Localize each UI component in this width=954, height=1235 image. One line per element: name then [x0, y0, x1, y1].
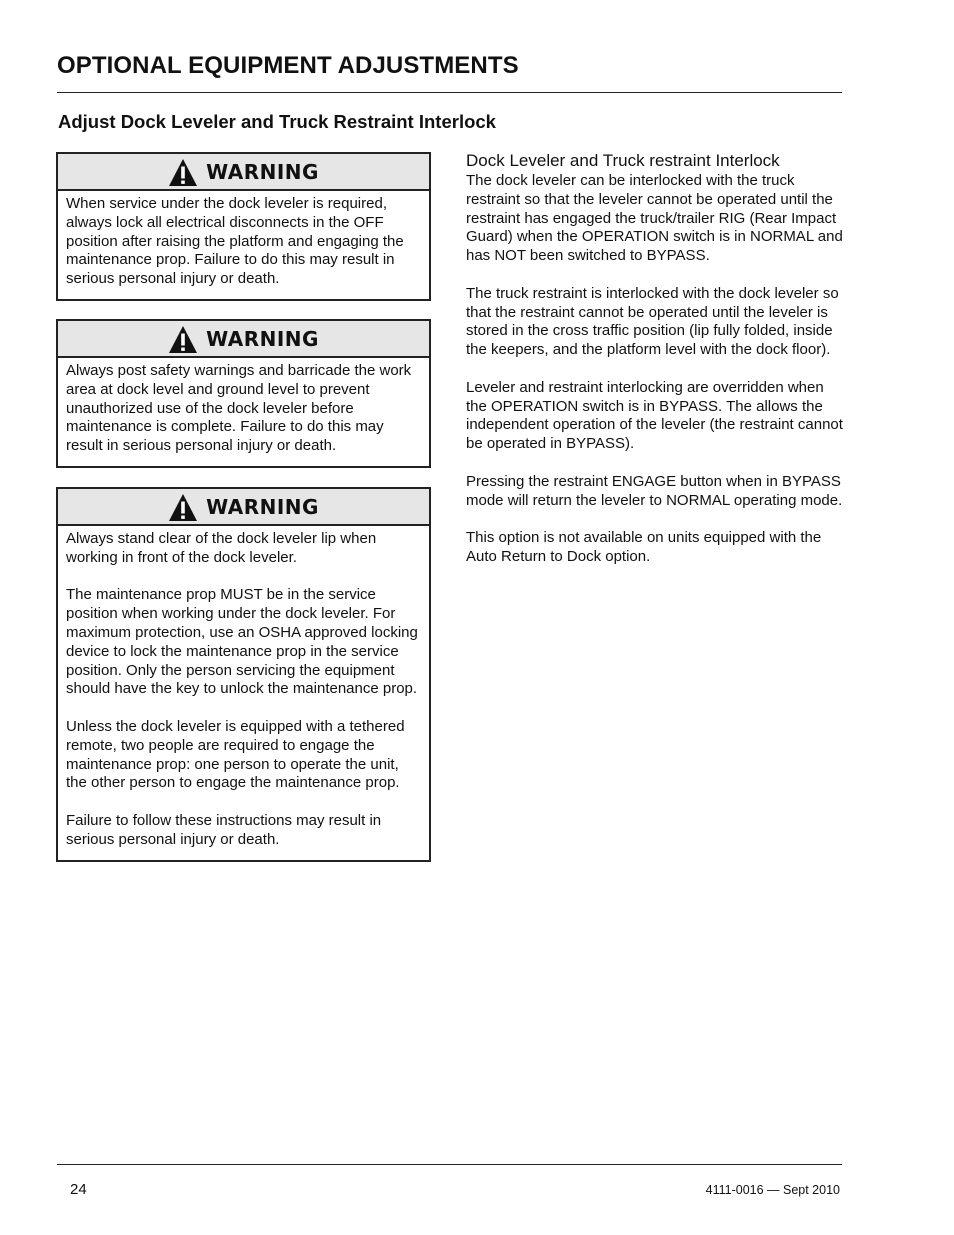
warning-header — [58, 154, 429, 191]
interlock-heading: Dock Leveler and Truck restraint Interlock — [466, 151, 780, 170]
footer-divider — [57, 1164, 842, 1165]
warning-body — [58, 358, 429, 466]
warning-box-1 — [56, 152, 431, 301]
warning-label: WARNING — [206, 326, 319, 351]
interlock-paragraph: The dock leveler can be interlocked with the truck restraint so that the leveler cannot be operated until the restraint has engaged the truck/trailer RIG (Rear Impact Guard) when the OPERATION switch is in NORMAL and has NOT been switched to BYPASS. — [466, 172, 843, 265]
section-heading: Adjust Dock Leveler and Truck Restraint Interlock — [58, 111, 496, 132]
warning-triangle-icon — [168, 492, 198, 522]
warning-text: When service under the dock leveler is required, always lock all electrical disconnects in the OFF position after raising the platform and engaging the maintenance prop. Failure to do this may result in serious personal injury or death. — [66, 195, 404, 288]
page-number: 24 — [70, 1181, 87, 1198]
warning-triangle-icon — [168, 324, 198, 354]
interlock-paragraph: Pressing the restraint ENGAGE button when in BYPASS mode will return the leveler to NORMAL operating mode. — [466, 472, 843, 509]
warning-box-2 — [56, 319, 431, 468]
interlock-description — [466, 150, 844, 586]
warning-label: WARNING — [206, 494, 319, 519]
warning-body — [58, 526, 429, 860]
warning-body — [58, 191, 429, 299]
warning-label: WARNING — [206, 159, 319, 184]
warning-text: Failure to follow these instructions may result in serious personal injury or death. — [66, 811, 382, 848]
warning-text: Unless the dock leveler is equipped with a tethered remote, two people are required to engage the maintenance prop: one person to operate the unit, the other person to engage the maintenance prop. — [66, 717, 405, 792]
warning-header — [58, 489, 429, 526]
title-divider — [57, 92, 842, 93]
warning-text: Always stand clear of the dock leveler lip when working in front of the dock leveler. — [66, 530, 377, 566]
warning-box-3 — [56, 487, 431, 862]
interlock-paragraph: Leveler and restraint interlocking are overridden when the OPERATION switch is in BYPASS. The allows the independent operation of the leveler (the restraint cannot be operated in BYPASS). — [466, 378, 843, 453]
interlock-paragraph: This option is not available on units equipped with the Auto Return to Dock option. — [466, 529, 822, 565]
warning-text: The maintenance prop MUST be in the service position when working under the dock leveler. For maximum protection, use an OSHA approved locking device to lock the maintenance prop in the service position. Only the person servicing the equipment should have the key to unlock the maintenance prop. — [66, 586, 418, 698]
warning-triangle-icon — [168, 157, 198, 187]
warning-text: Always post safety warnings and barricade the work area at dock level and ground level to prevent unauthorized use of the dock leveler before maintenance is complete. Failure to do this may result in serious personal injury or death. — [66, 362, 412, 455]
warning-header — [58, 321, 429, 358]
interlock-paragraph: The truck restraint is interlocked with the dock leveler so that the restraint cannot be operated until the leveler is stored in the cross traffic position (lip fully folded, inside the keepers, and the platform level with the dock floor). — [466, 284, 839, 359]
document-id: 4111-0016 — Sept 2010 — [705, 1183, 840, 1197]
page-title: OPTIONAL EQUIPMENT ADJUSTMENTS — [57, 52, 519, 79]
